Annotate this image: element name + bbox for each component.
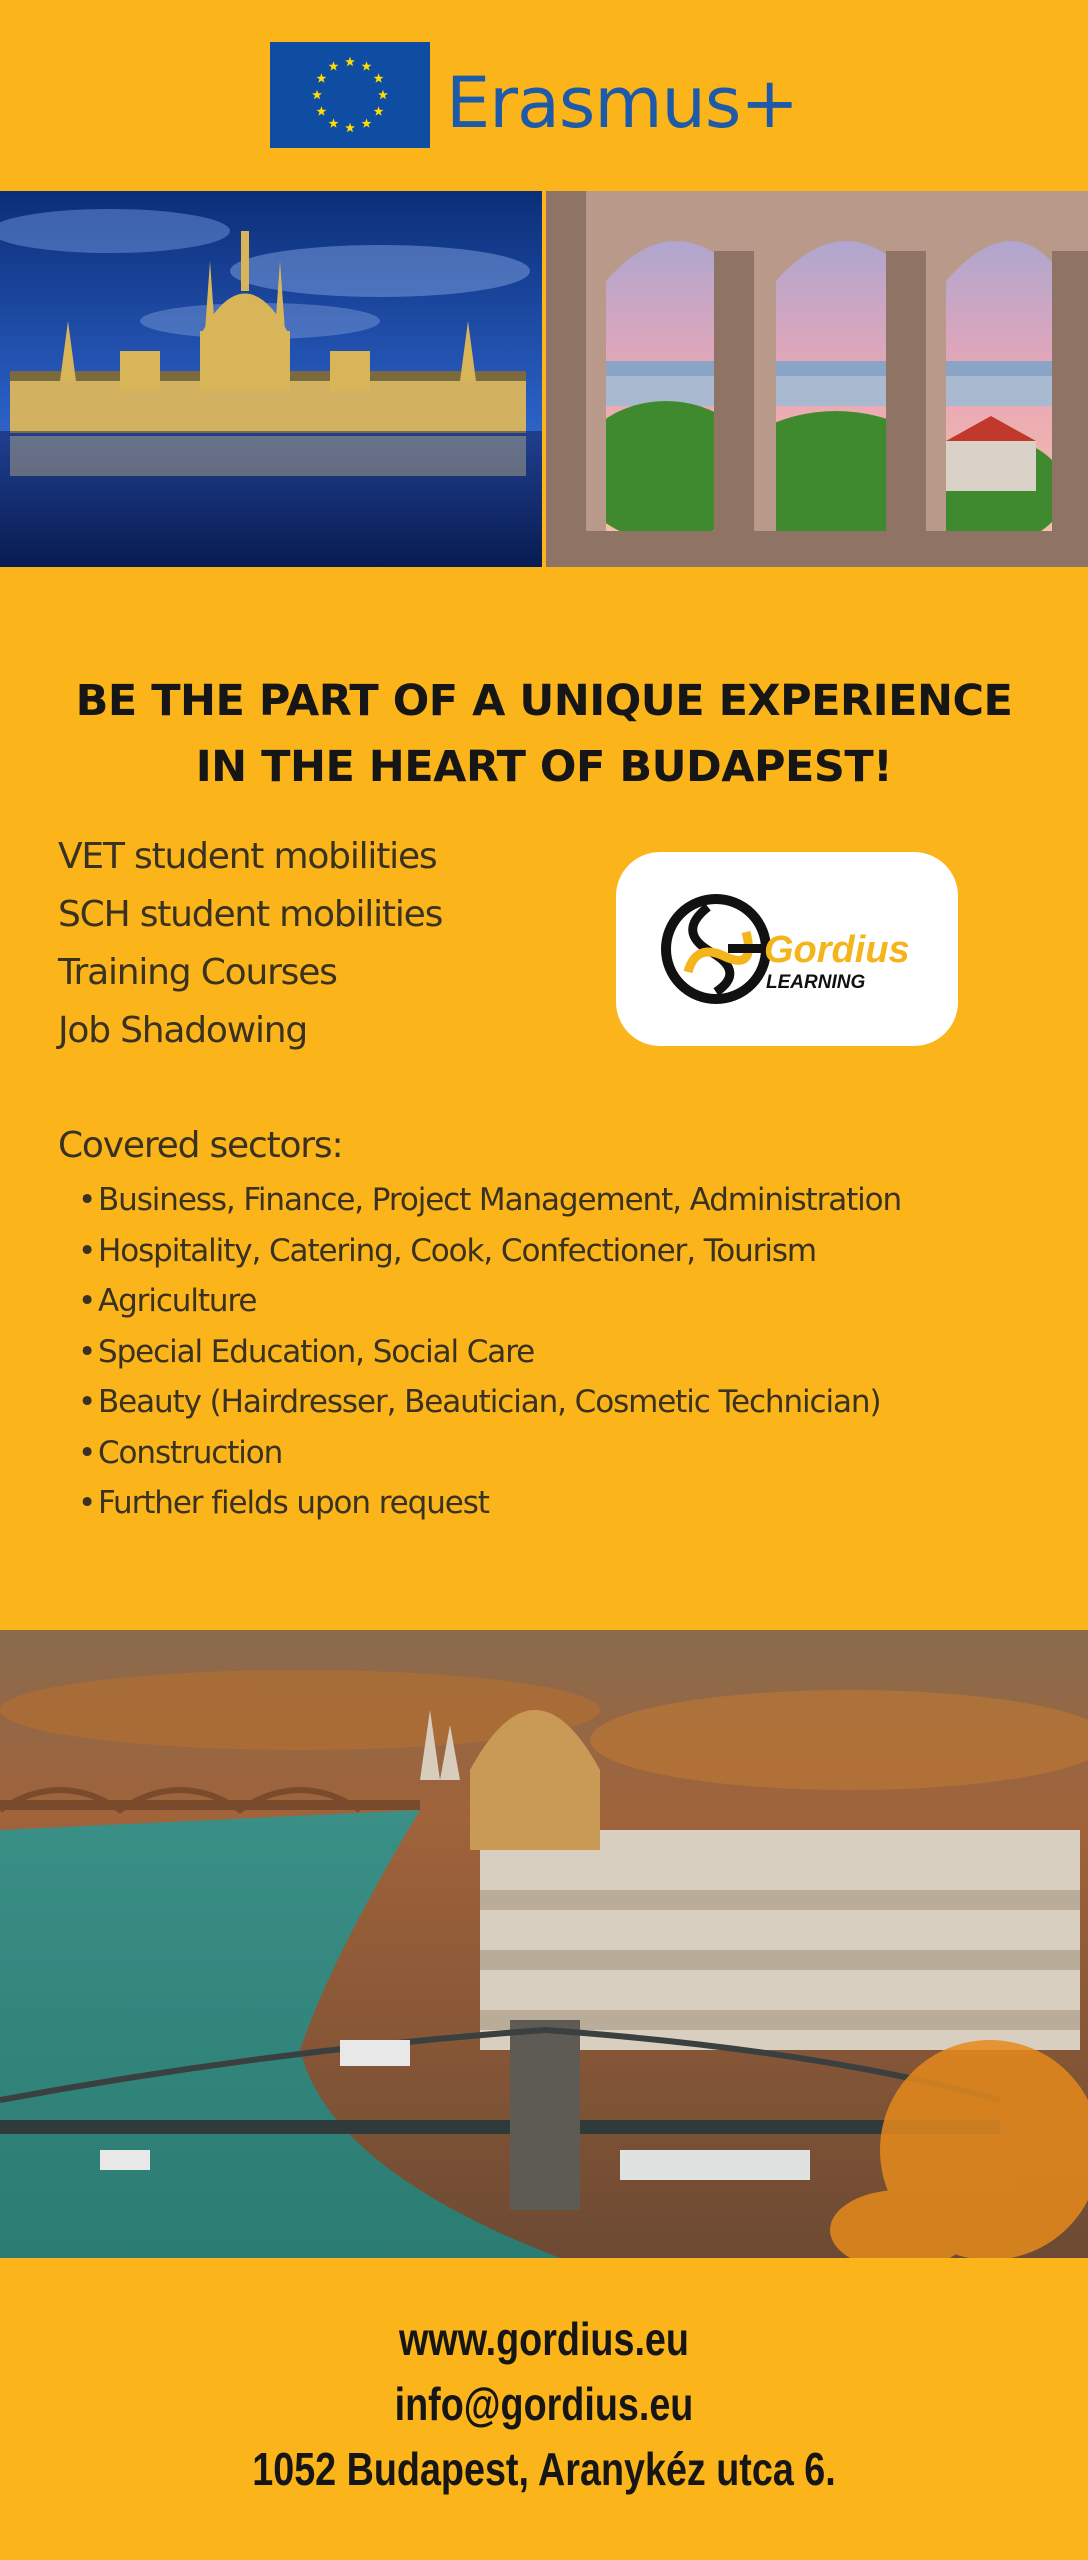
program-item: Training Courses	[58, 952, 337, 993]
gordius-logo-card	[616, 852, 958, 1046]
headline-line-2: IN THE HEART OF BUDAPEST!	[195, 742, 893, 792]
sector-item: • Business, Finance, Project Management, Administration	[98, 1185, 901, 1216]
fishermans-bastion-photo	[546, 191, 1088, 567]
gordius-knot-logo	[666, 899, 766, 999]
headline-line-1: BE THE PART OF A UNIQUE EXPERIENCE	[75, 676, 1013, 726]
sector-item: • Construction	[98, 1438, 282, 1469]
parliament-night-photo	[0, 191, 542, 567]
sector-item: • Hospitality, Catering, Cook, Confectioner, Tourism	[98, 1236, 816, 1267]
program-item: SCH student mobilities	[58, 894, 443, 935]
erasmus-brand-text: Erasmus+	[446, 62, 799, 144]
logo-name: Gordius	[764, 929, 910, 971]
budapest-city-photo	[0, 1630, 1088, 2258]
sector-item: • Special Education, Social Care	[98, 1337, 534, 1368]
website-link[interactable]: www.gordius.eu	[399, 2313, 689, 2365]
program-item: Job Shadowing	[58, 1010, 308, 1051]
sector-item: • Further fields upon request	[98, 1488, 489, 1519]
sectors-title: Covered sectors:	[58, 1125, 343, 1166]
eu-flag-icon	[270, 42, 430, 148]
sector-item: • Beauty (Hairdresser, Beautician, Cosmetic Technician)	[98, 1387, 880, 1418]
logo-sub: LEARNING	[766, 972, 866, 993]
address-text: 1052 Budapest, Aranykéz utca 6.	[252, 2443, 836, 2495]
program-item: VET student mobilities	[58, 836, 437, 877]
email-link[interactable]: info@gordius.eu	[394, 2378, 694, 2430]
sector-item: • Agriculture	[98, 1286, 256, 1317]
